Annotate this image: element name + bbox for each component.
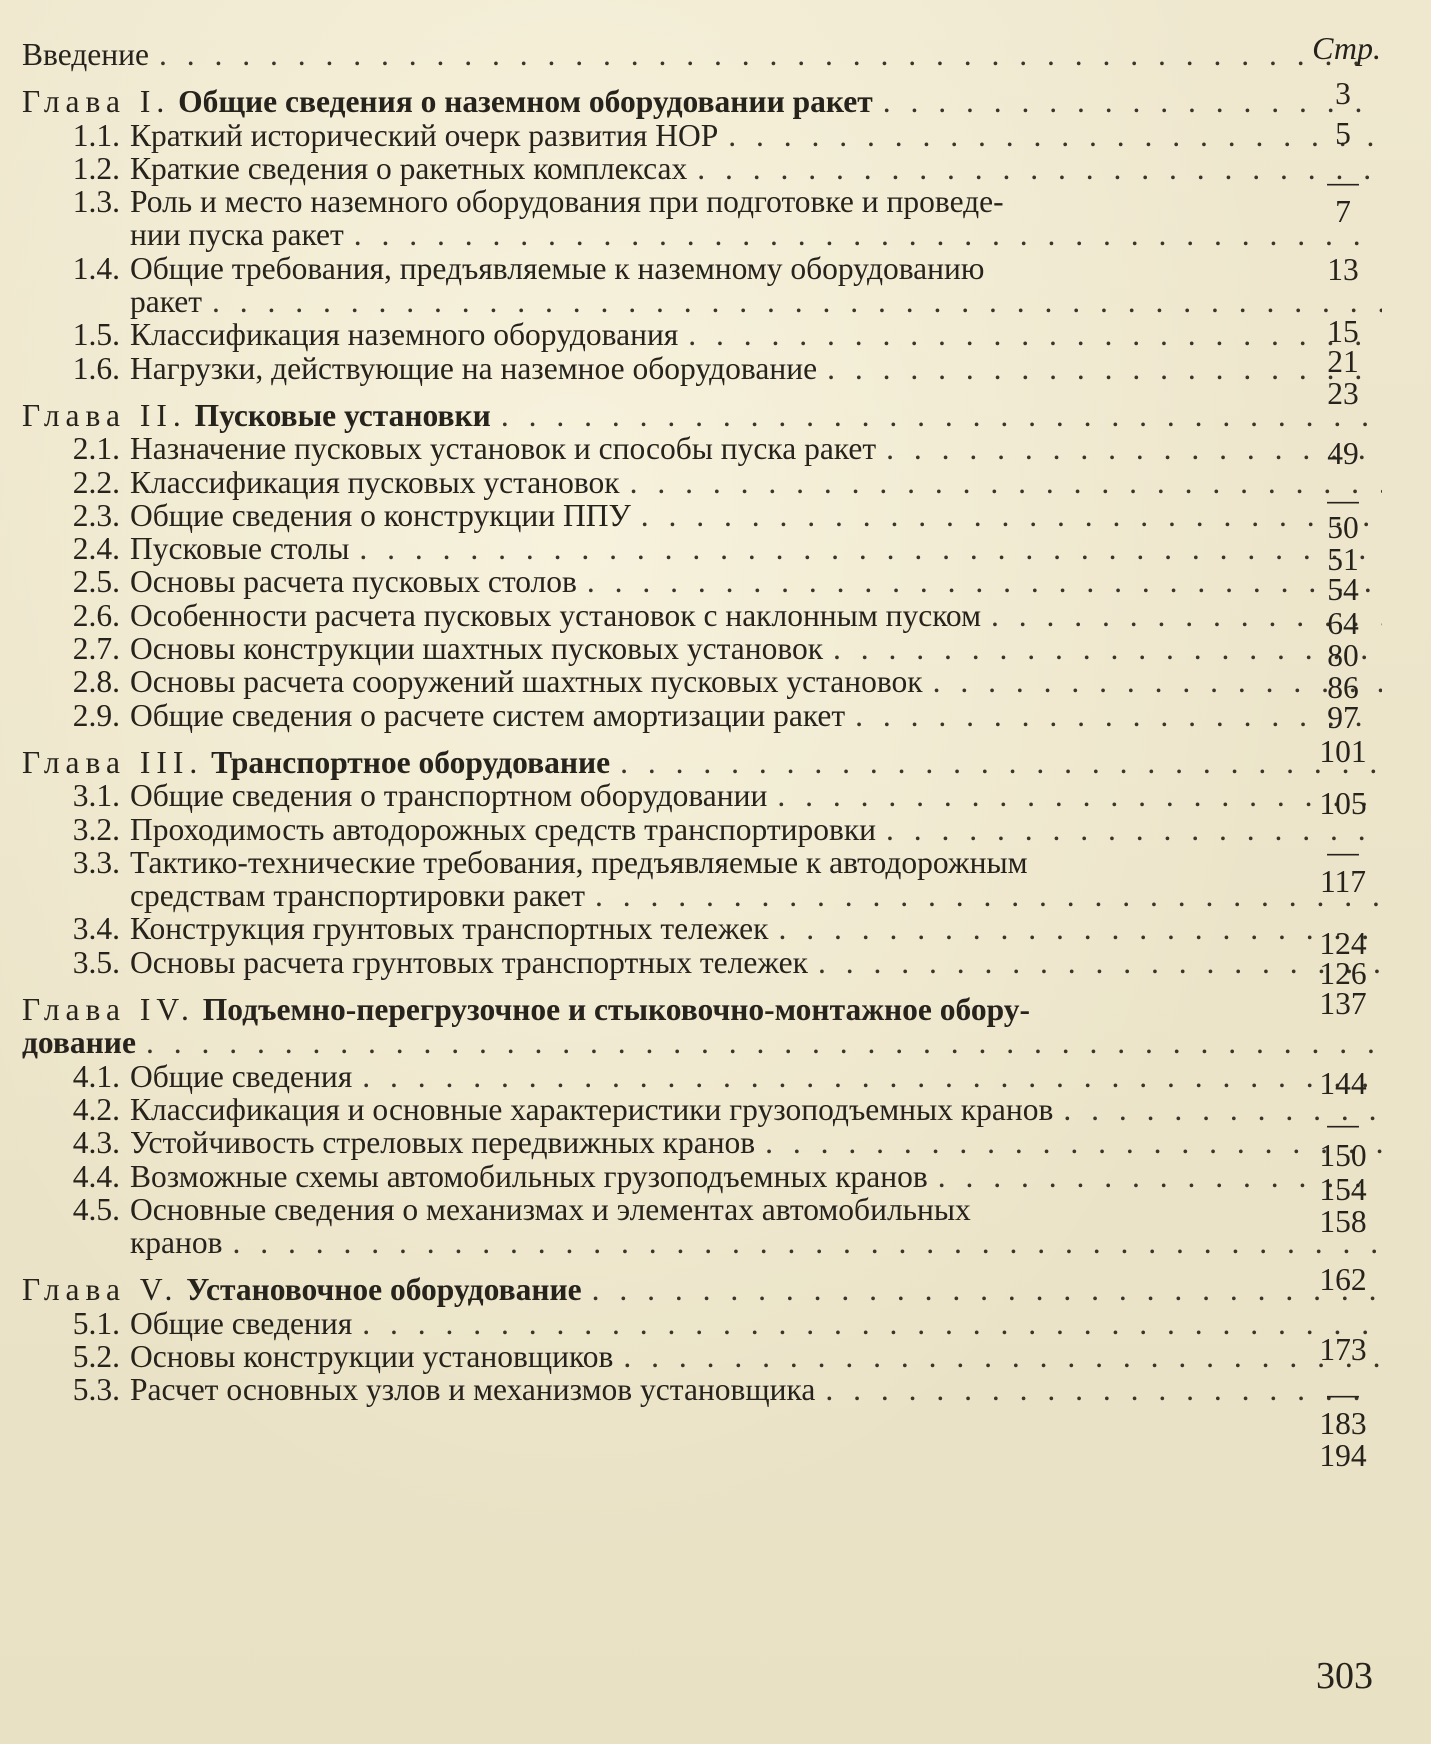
dot-leader (362, 1307, 1382, 1340)
toc-section (22, 1307, 1382, 1340)
toc-section (22, 1093, 1382, 1126)
section-title: Устойчивость стреловых передвижных кранов (130, 1125, 756, 1161)
table-of-contents (22, 38, 1382, 1407)
dot-leader (641, 499, 1382, 532)
toc-page-number: — (1327, 482, 1359, 517)
dot-leader (778, 912, 1382, 945)
toc-page-number: 23 (1327, 376, 1359, 411)
toc-page-number: 15 (1327, 314, 1359, 349)
section-number: 1.4. (72, 250, 120, 286)
toc-page-number: 3 (1335, 76, 1351, 111)
toc-continuation (22, 218, 1382, 251)
section-title: Основы расчета грунтовых транспортных тележек (130, 944, 808, 980)
toc-section (22, 252, 1382, 285)
dot-leader (354, 218, 1382, 251)
dot-leader (623, 1340, 1382, 1373)
toc-chapter (22, 993, 1382, 1026)
toc-section (22, 779, 1382, 812)
toc-section (22, 152, 1382, 185)
section-title: Проходимость автодорожных средств транспортировки (130, 811, 877, 847)
section-number: 5.1. (72, 1305, 120, 1341)
toc-page-number: 54 (1327, 572, 1359, 607)
toc-page-number: 51 (1327, 542, 1359, 577)
section-number: 1.1. (72, 117, 120, 153)
toc-section (22, 699, 1382, 732)
toc-continuation (22, 1026, 1382, 1059)
toc-page-number: 183 (1319, 1406, 1367, 1441)
dot-leader (697, 152, 1382, 185)
section-title: Общие сведения о расчете систем амортизации ракет (130, 697, 846, 733)
dot-leader (362, 1060, 1382, 1093)
section-number: 1.6. (72, 350, 120, 386)
continuation-text: средствам транспортировки ракет (130, 878, 586, 914)
toc-chapter (22, 399, 1382, 432)
dot-leader (587, 565, 1382, 598)
section-number: 3.4. (72, 911, 120, 947)
toc-page-number: 49 (1327, 436, 1359, 471)
continuation-text: ракет (130, 284, 202, 320)
toc-section (22, 846, 1382, 879)
continuation-text: нии пуска ракет (130, 217, 344, 253)
toc-page-number: 21 (1327, 344, 1359, 379)
dot-leader (620, 746, 1382, 779)
toc-page-number: 158 (1319, 1204, 1367, 1239)
toc-section (22, 499, 1382, 532)
dot-leader (630, 466, 1382, 499)
dot-leader (501, 399, 1382, 432)
toc-page-number: 97 (1327, 700, 1359, 735)
toc-page-number: 50 (1327, 510, 1359, 545)
section-number: 3.2. (72, 811, 120, 847)
chapter-title: Транспортное оборудование (211, 744, 611, 780)
toc-page-number: 117 (1319, 864, 1367, 899)
toc-section (22, 599, 1382, 632)
toc-page-number: — (1327, 1376, 1359, 1411)
section-title: Краткий исторический очерк развития НОР (130, 117, 719, 153)
section-number: 2.2. (72, 464, 120, 500)
section-number: 3.1. (72, 778, 120, 814)
section-number: 4.5. (72, 1191, 120, 1227)
toc-page-number: — (1327, 164, 1359, 199)
chapter-title: Пусковые установки (194, 397, 491, 433)
section-number: 2.4. (72, 531, 120, 567)
toc-intro (22, 38, 1382, 71)
toc-page-number: 154 (1319, 1172, 1367, 1207)
toc-section (22, 185, 1382, 218)
section-number: 2.7. (72, 631, 120, 667)
section-title: Классификация пусковых установок (130, 464, 620, 500)
toc-page-number: 80 (1327, 638, 1359, 673)
toc-section (22, 432, 1382, 465)
section-title: Основы конструкции шахтных пусковых установок (130, 631, 824, 667)
chapter-title: Общие сведения о наземном оборудовании ракет (178, 84, 873, 120)
dot-leader (233, 1226, 1382, 1259)
toc-section (22, 119, 1382, 152)
section-title: Расчет основных узлов и механизмов установщика (130, 1372, 816, 1408)
toc-chapter (22, 1273, 1382, 1306)
section-title: Нагрузки, действующие на наземное оборудование (130, 350, 818, 386)
dot-leader (159, 38, 1382, 71)
toc-section (22, 665, 1382, 698)
toc-page-number: 64 (1327, 606, 1359, 641)
section-title: Классификация наземного оборудования (130, 317, 679, 353)
dot-leader (146, 1026, 1382, 1059)
section-number: 5.3. (72, 1372, 120, 1408)
chapter-label: Глава I. (22, 84, 171, 120)
section-number: 5.2. (72, 1338, 120, 1374)
toc-section (22, 1340, 1382, 1373)
section-number: 2.9. (72, 697, 120, 733)
section-title: Тактико-технические требования, предъявляемые к автодорожным (130, 844, 1028, 880)
toc-chapter (22, 746, 1382, 779)
toc-page-number: — (1327, 834, 1359, 869)
section-title: Роль и место наземного оборудования при подготовке и проведе- (130, 184, 1004, 220)
dot-leader (212, 285, 1382, 318)
toc-page-number: 7 (1335, 194, 1351, 229)
toc-page-number: 150 (1319, 1138, 1367, 1173)
toc-page-number: 126 (1319, 956, 1367, 991)
section-title: Общие сведения о конструкции ППУ (130, 497, 631, 533)
toc-section (22, 813, 1382, 846)
section-title: Основы конструкции установщиков (130, 1338, 614, 1374)
section-title: Общие требования, предъявляемые к наземному оборудованию (130, 250, 985, 286)
toc-section (22, 632, 1382, 665)
dot-leader (688, 318, 1382, 351)
dot-leader (359, 532, 1382, 565)
toc-continuation (22, 1226, 1382, 1259)
section-title: Основные сведения о механизмах и элементах автомобильных (130, 1191, 971, 1227)
dot-leader (833, 632, 1382, 665)
dot-leader (777, 779, 1382, 812)
section-title: Краткие сведения о ракетных комплексах (130, 150, 688, 186)
toc-page-number: 101 (1319, 734, 1367, 769)
toc-section (22, 1373, 1382, 1406)
toc-page-number: — (1327, 1106, 1359, 1141)
dot-leader (765, 1126, 1382, 1159)
section-title: Особенности расчета пусковых установок с наклонным пуском (130, 597, 982, 633)
chapter-label: Глава IV. (22, 992, 195, 1028)
section-title: Конструкция грунтовых транспортных тележек (130, 911, 769, 947)
toc-continuation (22, 285, 1382, 318)
section-number: 4.2. (72, 1091, 120, 1127)
section-number: 3.5. (72, 944, 120, 980)
section-title: Общие сведения (130, 1058, 353, 1094)
toc-page-number: 105 (1319, 786, 1367, 821)
toc-section (22, 1160, 1382, 1193)
toc-section (22, 318, 1382, 351)
toc-page-number: 144 (1319, 1066, 1367, 1101)
section-number: 2.3. (72, 497, 120, 533)
section-number: 1.5. (72, 317, 120, 353)
dot-leader (592, 1273, 1382, 1306)
section-number: 2.5. (72, 564, 120, 600)
section-title: Общие сведения (130, 1305, 353, 1341)
chapter-label: Глава III. (22, 744, 204, 780)
section-number: 2.8. (72, 664, 120, 700)
toc-page-number: 162 (1319, 1262, 1367, 1297)
chapter-title: Установочное оборудование (186, 1272, 582, 1308)
section-title: Возможные схемы автомобильных грузоподъемных кранов (130, 1158, 928, 1194)
toc-page-number: 124 (1319, 926, 1367, 961)
continuation-text: дование (22, 1025, 136, 1061)
section-title: Классификация и основные характеристики грузоподъемных кранов (130, 1091, 1054, 1127)
toc-chapter (22, 85, 1382, 118)
toc-section (22, 1193, 1382, 1226)
dot-leader (728, 119, 1382, 152)
dot-leader (827, 352, 1382, 385)
toc-section (22, 1126, 1382, 1159)
toc-page-number: 137 (1319, 986, 1367, 1021)
section-number: 2.6. (72, 597, 120, 633)
toc-page-number: 13 (1327, 252, 1359, 287)
toc-section (22, 466, 1382, 499)
chapter-label: Глава II. (22, 397, 187, 433)
section-number: 4.3. (72, 1125, 120, 1161)
pages-column-label: Стр. (1312, 30, 1381, 66)
section-title: Общие сведения о транспортном оборудовании (130, 778, 768, 814)
continuation-text: кранов (130, 1225, 223, 1261)
section-number: 1.3. (72, 184, 120, 220)
section-number: 4.1. (72, 1058, 120, 1094)
toc-section (22, 565, 1382, 598)
toc-page-number: 86 (1327, 670, 1359, 705)
toc-section (22, 946, 1382, 979)
section-number: 1.2. (72, 150, 120, 186)
toc-page-number: 194 (1319, 1438, 1367, 1473)
toc-section (22, 532, 1382, 565)
page-number: 303 (1316, 1655, 1373, 1697)
toc-section (22, 912, 1382, 945)
toc-page-number: 5 (1335, 116, 1351, 151)
chapter-label: Глава V. (22, 1272, 179, 1308)
toc-continuation (22, 879, 1382, 912)
section-number: 4.4. (72, 1158, 120, 1194)
chapter-title: Подъемно-перегрузочное и стыковочно-монтажное обору- (202, 992, 1030, 1028)
section-title: Пусковые столы (130, 531, 350, 567)
section-number: 2.1. (72, 431, 120, 467)
section-title: Основы расчета сооружений шахтных пусковых установок (130, 664, 923, 700)
section-title: Основы расчета пусковых столов (130, 564, 577, 600)
dot-leader (825, 1373, 1382, 1406)
toc-section (22, 352, 1382, 385)
toc-section (22, 1060, 1382, 1093)
toc-page-number: 173 (1319, 1332, 1367, 1367)
dot-leader (595, 879, 1382, 912)
section-title: Назначение пусковых установок и способы пуска ракет (130, 431, 877, 467)
intro-title: Введение (22, 37, 149, 72)
dot-leader (818, 946, 1382, 979)
section-number: 3.3. (72, 844, 120, 880)
